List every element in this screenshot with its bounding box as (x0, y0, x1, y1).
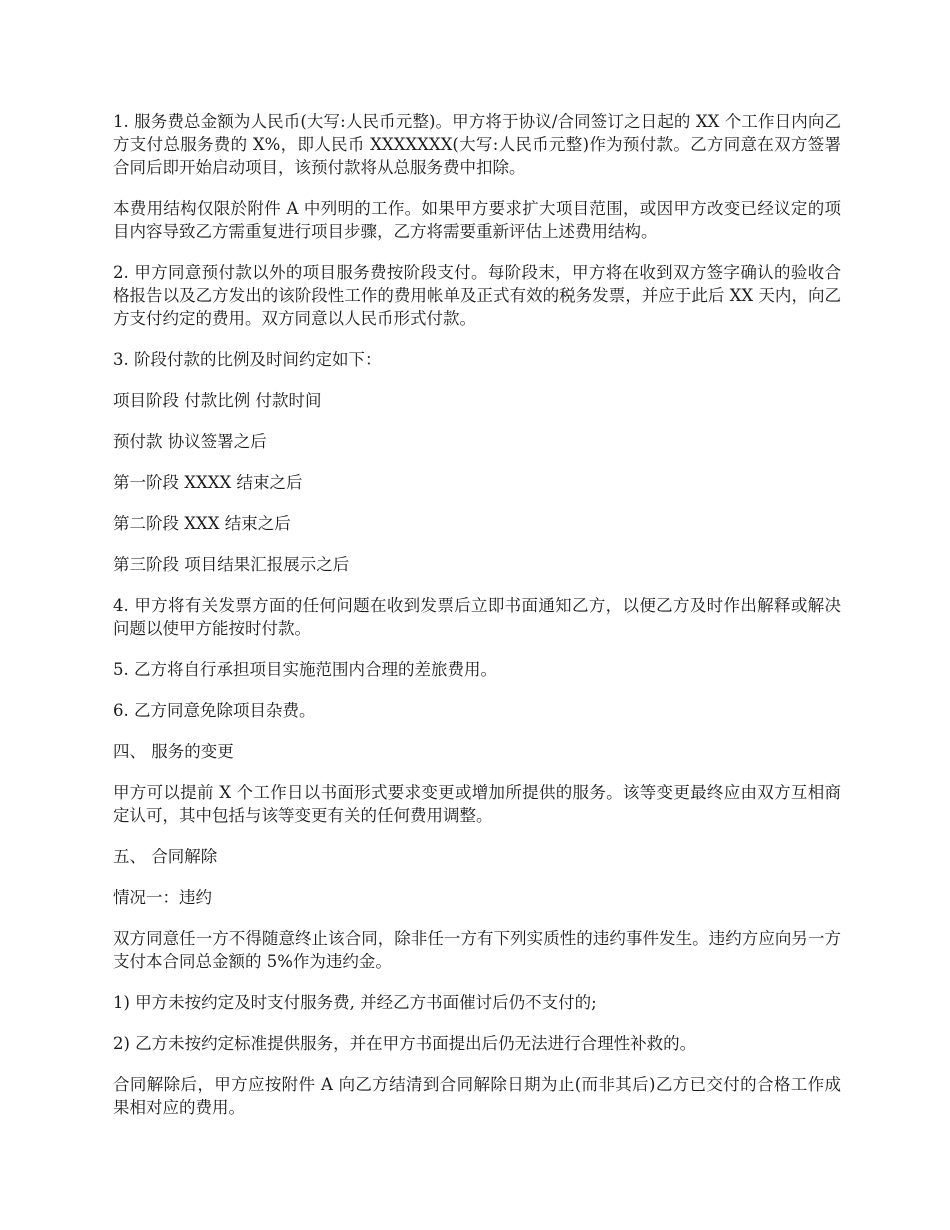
clause-misc-fees: 6. 乙方同意免除项目杂费。 (113, 701, 316, 720)
clause-invoice-issues: 4. 甲方将有关发票方面的任何问题在收到发票后立即书面通知乙方，以便乙方及时作出解释或解决问题以使甲方能按时付款。 (113, 596, 841, 638)
termination-case-one-heading: 情况一：违约 (113, 888, 212, 907)
breach-item-2: 2) 乙方未按约定标准提供服务，并在甲方书面提出后仍无法进行合理性补救的。 (113, 1034, 697, 1053)
payment-row-stage-3: 第三阶段 项目结果汇报展示之后 (113, 555, 350, 574)
termination-breach-text: 双方同意任一方不得随意终止该合同，除非任一方有下列实质性的违约事件发生。违约方应向另一方支付本合同总金额的 5%作为违约金。 (113, 929, 841, 971)
clause-stage-ratio-intro: 3. 阶段付款的比例及时间约定如下： (113, 350, 382, 369)
payment-table-header: 项目阶段 付款比例 付款时间 (113, 391, 322, 410)
service-change-text: 甲方可以提前 X 个工作日以书面形式要求变更或增加所提供的服务。该等变更最终应由双方互相商定认可，其中包括与该等变更有关的任何费用调整。 (113, 783, 841, 825)
payment-row-advance: 预付款 协议签署之后 (113, 432, 267, 451)
clause-service-fee-total: 1. 服务费总金额为人民币(大写:人民币元整)。甲方将于协议/合同签订之日起的 XX 个工作日内向乙方支付总服务费的 X%，即人民币 XXXXXXX(大写:人民币元整)作为预付款。乙方同意在双方签署合同后即开始启动项目，该预付款将从总服务费中扣除。 (113, 112, 841, 177)
clause-travel-expenses: 5. 乙方将自行承担项目实施范围内合理的差旅费用。 (113, 660, 497, 679)
termination-settlement-text: 合同解除后，甲方应按附件 A 向乙方结清到合同解除日期为止(而非其后)乙方已交付的合格工作成果相对应的费用。 (113, 1075, 841, 1117)
payment-row-stage-1: 第一阶段 XXXX 结束之后 (113, 473, 303, 492)
document-body (113, 110, 841, 1137)
clause-stage-payment: 2. 甲方同意预付款以外的项目服务费按阶段支付。每阶段末，甲方将在收到双方签字确认的验收合格报告以及乙方发出的该阶段性工作的费用帐单及正式有效的税务发票，并应于此后 XX 天内，向乙方支付约定的费用。双方同意以人民币形式付款。 (113, 263, 841, 328)
breach-item-1: 1) 甲方未按约定及时支付服务费, 并经乙方书面催讨后仍不支付的; (113, 993, 597, 1012)
section-heading-termination: 五、 合同解除 (113, 847, 218, 866)
section-heading-service-change: 四、 服务的变更 (113, 742, 234, 761)
fee-structure-scope: 本费用结构仅限於附件 A 中列明的工作。如果甲方要求扩大项目范围，或因甲方改变已经议定的项目内容导致乙方需重复进行项目步骤，乙方将需要重新评估上述费用结构。 (113, 199, 841, 241)
payment-row-stage-2: 第二阶段 XXX 结束之后 (113, 514, 291, 533)
